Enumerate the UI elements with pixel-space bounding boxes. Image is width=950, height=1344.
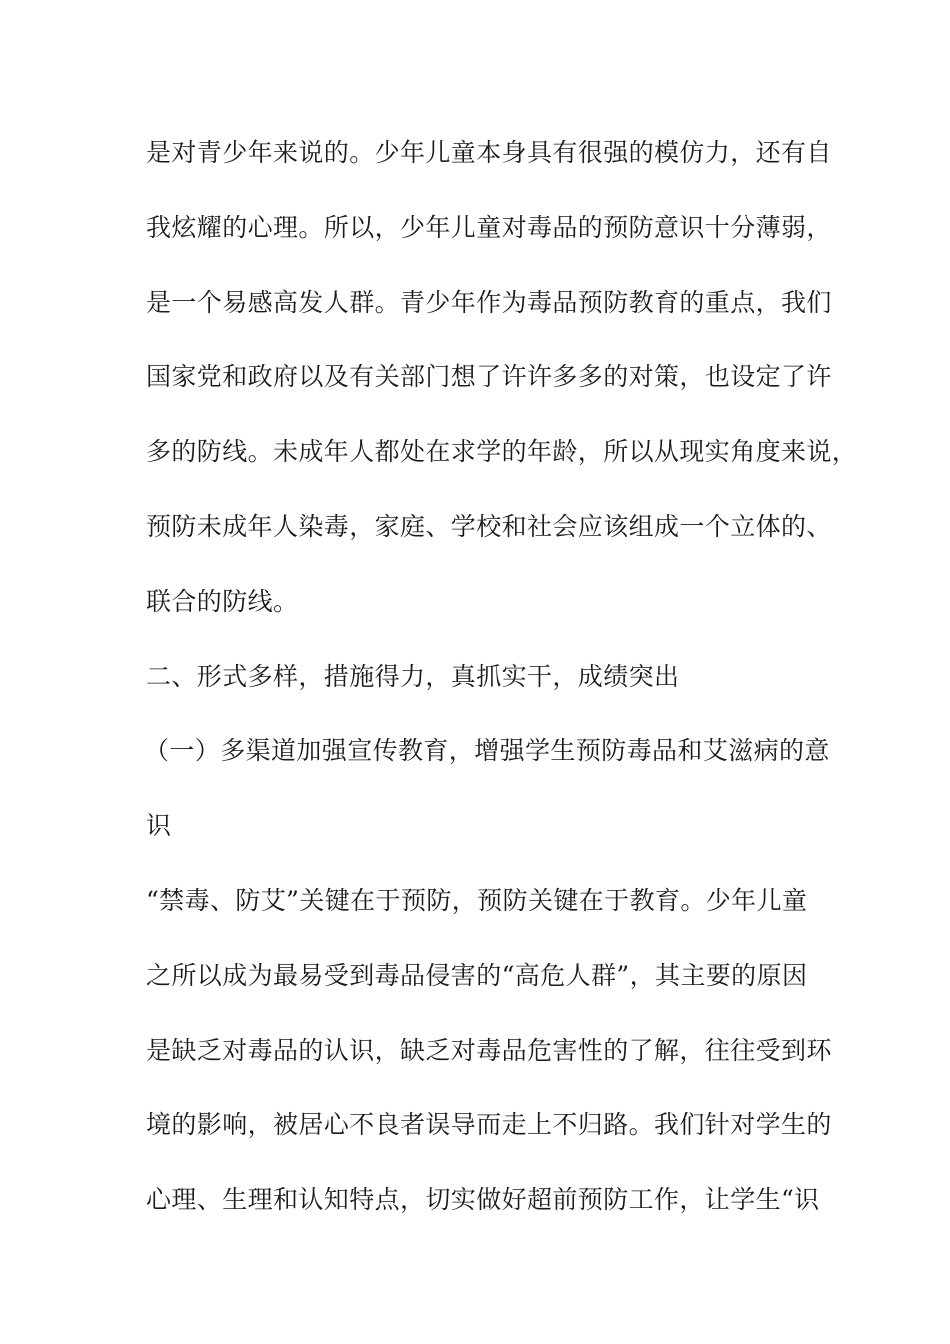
text-line: “禁毒、防艾”关键在于预防，预防关键在于教育。少年儿童: [146, 885, 808, 915]
document-body: [144, 133, 858, 1255]
text-line: 预防未成年人染毒，家庭、学校和社会应该组成一个立体的、: [146, 511, 832, 541]
section-heading: 二、形式多样，措施得力，真抓实干，成绩突出: [146, 661, 680, 691]
text-line: 多的防线。未成年人都处在求学的年龄，所以从现实角度来说，: [146, 437, 858, 467]
text-line: 联合的防线。: [146, 586, 299, 616]
subsection-heading: （一）多渠道加强宣传教育，增强学生预防毒品和艾滋病的意: [144, 736, 830, 766]
text-line: 是缺乏对毒品的认识，缺乏对毒品危害性的了解，往往受到环: [146, 1035, 832, 1065]
subsection-heading-continued: 识: [146, 811, 172, 841]
text-line: 国家党和政府以及有关部门想了许许多多的对策，也设定了许: [146, 362, 832, 392]
text-line: 是一个易感高发人群。青少年作为毒品预防教育的重点，我们: [146, 287, 832, 317]
text-line: 是对青少年来说的。少年儿童本身具有很强的模仿力，还有自: [146, 138, 832, 167]
text-line: 之所以成为最易受到毒品侵害的“高危人群”，其主要的原因: [146, 960, 808, 990]
text-line: 我炫耀的心理。所以，少年儿童对毒品的预防意识十分薄弱，: [146, 212, 832, 242]
text-line: 境的影响，被居心不良者误导而走上不归路。我们针对学生的: [146, 1110, 832, 1140]
text-line: 心理、生理和认知特点，切实做好超前预防工作，让学生“识: [146, 1185, 820, 1215]
